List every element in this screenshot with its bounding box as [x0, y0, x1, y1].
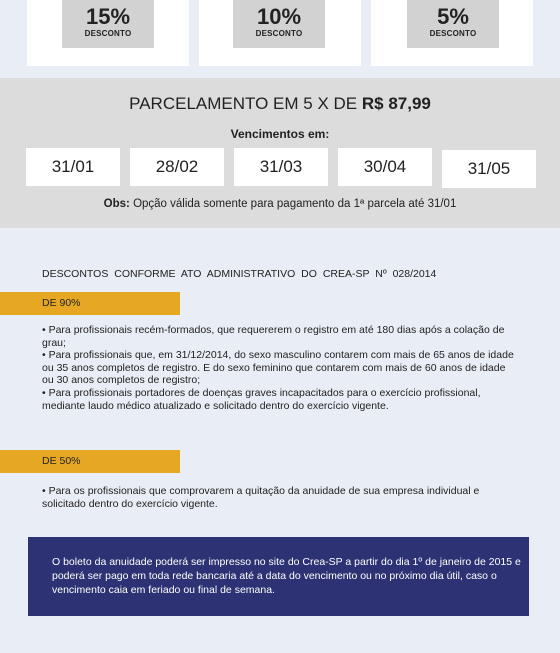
due-date-box: 30/04 — [338, 148, 432, 186]
discount-card-5 — [371, 0, 533, 66]
discount-tier-label: DE 90% — [42, 297, 81, 309]
installment-section — [0, 78, 560, 228]
discount-badge — [233, 0, 325, 48]
due-date-box: 31/01 — [26, 148, 120, 186]
discount-tier-list — [42, 485, 517, 510]
list-item: • Para profissionais recém-formados, que requererem o registro em até 180 dias após a colação de grau; — [42, 324, 505, 349]
discount-badge — [62, 0, 154, 48]
discount-badge — [407, 0, 499, 48]
discount-percent: 15% — [85, 4, 131, 29]
discount-percent: 10% — [256, 4, 302, 29]
due-date-box: 28/02 — [130, 148, 224, 186]
discount-label: DESCONTO — [429, 29, 477, 38]
installment-note — [0, 198, 560, 210]
discount-percent: 5% — [437, 4, 469, 29]
discount-tier-list — [42, 324, 517, 412]
discount-card-10 — [199, 0, 361, 66]
obs-text: Opção válida somente para pagamento da 1ª parcela até 31/01 — [133, 198, 457, 210]
discount-cards-area — [0, 0, 560, 78]
discount-tier-band — [0, 292, 180, 315]
discount-rules-section — [0, 228, 560, 653]
due-date-box: 31/03 — [234, 148, 328, 186]
discount-rules-title: DESCONTOS CONFORME ATO ADMINISTRATIVO DO CREA-SP Nº 028/2014 — [42, 268, 437, 280]
discount-tier-label: DE 50% — [42, 455, 81, 467]
list-item: • Para profissionais que, em 31/12/2014, do sexo masculino contarem com mais de 65 anos de idade ou 35 anos completos de registro. E do sexo feminino que contarem com mais de 60 anos de idade ou 30 anos completos de registro; — [42, 349, 514, 387]
list-item: • Para os profissionais que comprovarem a quitação da anuidade de sua empresa individual e solicitado dentro do exercício vigente. — [42, 485, 480, 510]
obs-label: Obs: — [103, 198, 130, 210]
installment-title-text: PARCELAMENTO EM 5 X DE — [129, 94, 358, 113]
discount-card-15 — [27, 0, 189, 66]
boleto-info-box — [28, 537, 529, 616]
discount-label: DESCONTO — [255, 29, 303, 38]
discount-tier-band — [0, 450, 180, 473]
due-dates-title: Vencimentos em: — [230, 127, 330, 141]
list-item: • Para profissionais portadores de doenças graves incapacitados para o exercício profissional, mediante laudo médico atualizado e solicitado dentro do exercício vigente. — [42, 386, 481, 412]
boleto-info-text: O boleto da anuidade poderá ser impresso no site do Crea-SP a partir do dia 1º de janeiro de 2015 e poderá ser pago em toda rede bancaria até a data do vencimento ou no próximo dia útil, caso o vencimento caia em feriado ou final de semana. — [52, 556, 521, 597]
discount-label: DESCONTO — [84, 29, 132, 38]
due-date-box: 31/05 — [442, 150, 536, 188]
installment-value: R$ 87,99 — [361, 94, 431, 113]
installment-title — [0, 94, 560, 114]
